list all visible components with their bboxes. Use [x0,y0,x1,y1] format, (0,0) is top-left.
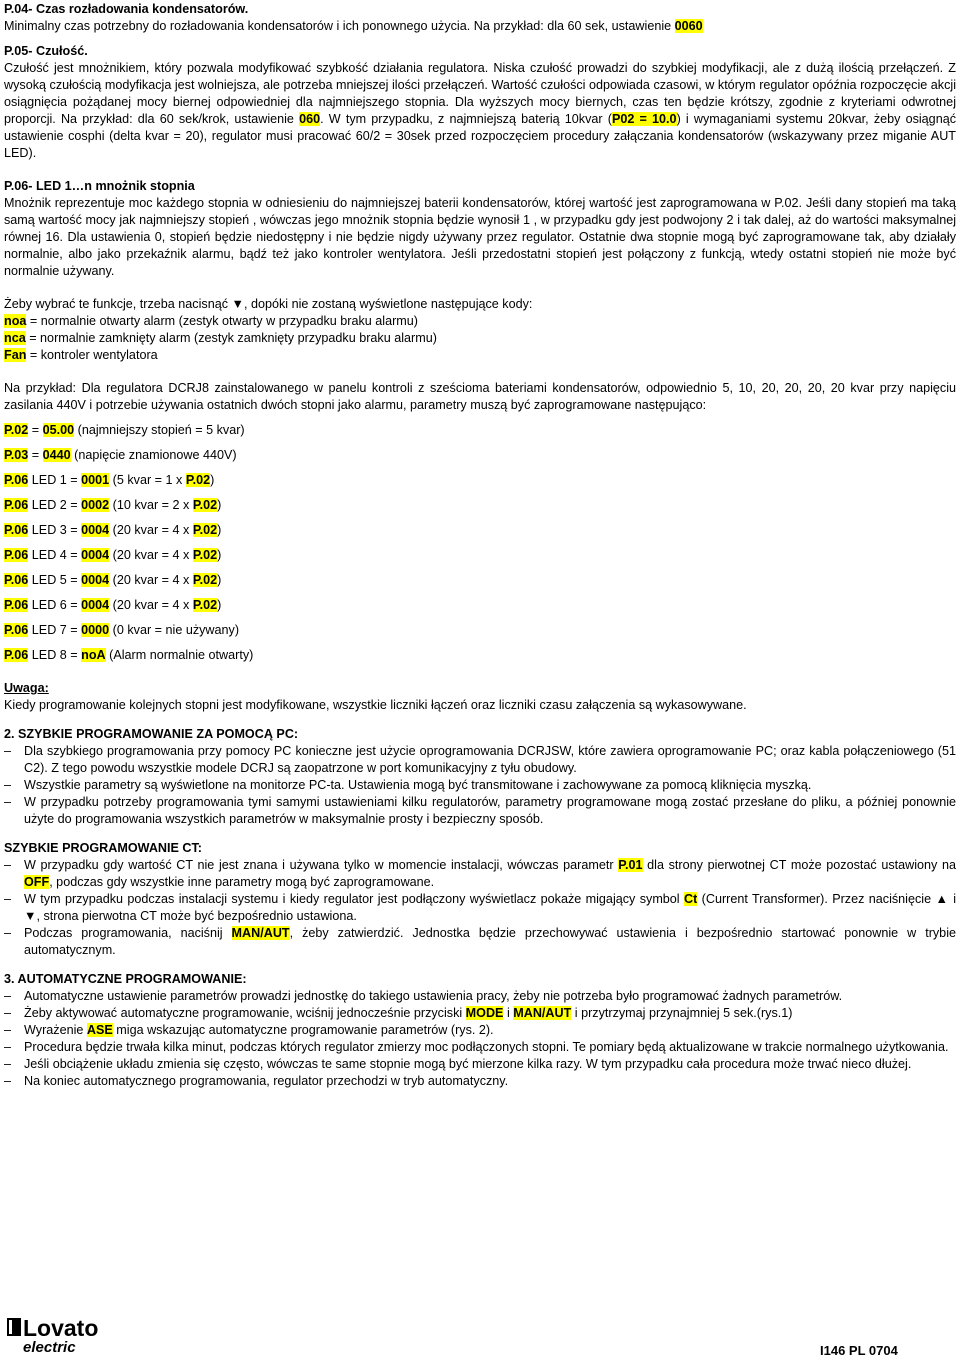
ct-i3-text-a: Podczas programowania, naciśnij [24,926,232,940]
document-reference: I146 PL 0704 [820,1343,898,1358]
list-item [4,1022,956,1039]
code-noa-desc: = normalnie otwarty alarm (zestyk otwarty w przypadku braku alarmu) [26,314,418,328]
s3-i3-text-b: miga wskazując automatyczne programowanie parametrów (rys. 2). [112,1023,494,1037]
param-code: P.03 [4,448,29,462]
note-text: Kiedy programowanie kolejnych stopni jest modyfikowane, wszystkie liczniki łączeń oraz liczniki czasu załączenia są wykasowywane. [4,698,747,712]
param-code: P.06 [4,548,29,562]
ct-p01: P.01 [618,858,643,872]
param-code: P.06 [4,648,29,662]
param-code: P.02 [4,423,29,437]
note-label: Uwaga: [4,681,49,695]
led-ref: P.02 [192,573,218,587]
code-noa: noa [4,314,27,328]
codes-intro: Żeby wybrać te funkcje, trzeba nacisnąć ▼, dopóki nie zostaną wyświetlone następujące kody: [4,297,533,311]
led-value: noA [81,648,106,662]
param-code: P.06 [4,498,29,512]
led-value: 0002 [81,498,110,512]
list-item [4,1005,956,1022]
led-note: (Alarm normalnie otwarty) [105,648,254,662]
section-3-title: 3. AUTOMATYCZNE PROGRAMOWANIE: [4,972,247,986]
ct-off: OFF [24,875,50,889]
code-fan-desc: = kontroler wentylatora [26,348,158,362]
param-code: P.06 [4,623,29,637]
led-note: (20 kvar = 4 x [109,573,193,587]
section-2-list [4,743,956,828]
param-line [4,447,956,464]
code-nca: nca [4,331,26,345]
list-item: – Automatyczne ustawienie parametrów prowadzi jednostkę do takiego ustawienia pracy, żeby nie potrzeba było programować żadnych parametrów. [4,988,956,1005]
code-item-noa [4,313,956,330]
led-note: (20 kvar = 4 x [109,548,193,562]
led-note: (5 kvar = 1 x [109,473,186,487]
led-note-end: ) [217,548,222,562]
ct-i1-text-c: , podczas gdy wszystkie inne parametry mogą być zaprogramowane. [49,875,435,889]
lovato-logo [7,1312,113,1354]
led-note: (20 kvar = 4 x [109,598,193,612]
list-item: – W przypadku potrzeby programowania tymi samymi ustawieniami kilku regulatorów, parametry programowane mogą zostać przesłane do pliku, a później ponownie użyte do programowania wszystkich parametrów w maksymalnie prosty i bezpieczny sposób. [4,794,956,828]
param-code: P.06 [4,473,29,487]
p05-text-1: Czułość jest mnożnikiem, który pozwala modyfikować szybkość działania regulatora. Niska czułość prowadzi do szybkiej modyfikacji, ale z dużą ilością przełączeń. Z wysoką czułością modyfikacja jest wolniejsza, ale potrzeba mniejszej ilości przełączeń. Wartość czułości odpowiada czasowi, w którym regulator opóźnia rozpoczęcie akcji osiągnięcia pożądanej mocy biernej odpowiedniej dla najmniejszego stopnia. Dla wyższych mocy biernych, czas ten będzie krótszy, zgodnie z kryteriami odwrotnej proporcji. Na przykład: dla 60 sek/krok, ustawienie [4,61,956,126]
led-label: LED 6 = [28,598,82,612]
led-note: (10 kvar = 2 x [109,498,193,512]
list-item: – Na koniec automatycznego programowania, regulator przechodzi w tryb automatyczny. [4,1073,956,1090]
s3-man-aut: MAN/AUT [513,1006,572,1020]
led-note-end: ) [217,523,222,537]
p05-title: P.05- Czułość. [4,44,88,58]
example-led-settings [4,472,956,664]
logo-wordmark: Lovato [23,1315,99,1341]
ct-man-aut: MAN/AUT [231,926,290,940]
example-params [4,422,956,464]
led-note-end: ) [217,498,222,512]
list-item: – Dla szybkiego programowania przy pomocy PC konieczne jest użycie oprogramowania DCRJSW, które zawiera oprogramowanie PC; oraz kabla połączeniowego (51 C2). Z tego powodu wszystkie modele DCRJ są zaopatrzone w port komunikacyjny z tyłu obudowy. [4,743,956,777]
led-label: LED 8 = [28,648,82,662]
ct-i3-text-b: , żeby zatwierdzić. Jednostka będzie przechowywać ustawienia i bezpośrednio startować ponownie w trybie automatycznym. [24,926,956,957]
led-setting-line [4,572,956,589]
param-note: (napięcie znamionowe 440V) [70,448,237,462]
code-nca-desc: = normalnie zamknięty alarm (zestyk zamknięty przypadku braku alarmu) [25,331,437,345]
list-item [4,857,956,891]
ct-i1-text-a: W przypadku gdy wartość CT nie jest znana i używana tylko w momencie instalacji, wówczas parametr [24,858,619,872]
led-note-end: ) [217,573,222,587]
list-item [4,925,956,959]
ct-title: SZYBKIE PROGRAMOWANIE CT: [4,841,203,855]
param-eq: = [28,448,43,462]
led-ref: P.02 [192,523,218,537]
led-setting-line [4,597,956,614]
s3-i2-text-b: i przytrzymaj przynajmniej 5 sek.(rys.1) [571,1006,793,1020]
param-value: 05.00 [42,423,75,437]
s3-mode: MODE [465,1006,504,1020]
param-line [4,422,956,439]
p05-description [4,60,956,162]
p04-title: P.04- Czas rozładowania kondensatorów. [4,2,249,16]
led-setting-line [4,472,956,489]
ct-list [4,857,956,959]
led-ref: P.02 [192,548,218,562]
led-value: 0000 [81,623,110,637]
led-label: LED 4 = [28,548,82,562]
param-code: P.06 [4,523,29,537]
param-note: (najmniejszy stopień = 5 kvar) [74,423,245,437]
led-note: (20 kvar = 4 x [109,523,193,537]
param-value: 0440 [42,448,71,462]
param-code: P.06 [4,598,29,612]
section-3-list [4,988,956,1090]
param-code: P.06 [4,573,29,587]
code-item-nca [4,330,956,347]
p05-value-1: 060 [299,112,321,126]
led-setting-line [4,647,956,664]
led-value: 0001 [81,473,110,487]
s3-i3-text-a: Wyrażenie [24,1023,87,1037]
led-setting-line [4,497,956,514]
led-setting-line [4,547,956,564]
example-text: Na przykład: Dla regulatora DCRJ8 zainstalowanego w panelu kontroli z sześcioma bateriami kondensatorów, odpowiednio 5, 10, 20, 20, 20, 20 kvar przy napięciu zasilania 440V i potrzebie używania ostatnich dwóch stopni jako alarmu, parametry muszą być zaprogramowane następująco: [4,381,956,412]
p05-text-2: . W tym przypadku, z najmniejszą baterią 10kvar ( [320,112,612,126]
ct-i2-text-b: (Current Transformer). Przez naciśnięcie ▲ i ▼, strona pierwotna CT może być bezpośrednio ustawiona. [24,892,956,923]
manual-page [4,1,956,1090]
p05-text-3: ) i wymaganiami systemu 20kvar, żeby osiągnąć ustawienie cosphi (delta kvar = 20), regulator musi pracować 60/2 = 30sek przed rozpoczęciem procedury załączania kondensatorów (wskazywany przez miganie AUT LED). [4,112,956,160]
ct-i1-text-b: dla strony pierwotnej CT może pozostać ustawiony na [642,858,956,872]
s3-ase: ASE [86,1023,113,1037]
code-fan: Fan [4,348,27,362]
led-label: LED 2 = [28,498,82,512]
led-value: 0004 [81,523,110,537]
ct-i2-text-a: W tym przypadku podczas instalacji systemu i kiedy regulator jest podłączony wyświetlacz pokaże migający symbol [24,892,684,906]
led-value: 0004 [81,548,110,562]
led-value: 0004 [81,573,110,587]
led-ref: P.02 [185,473,211,487]
logo-subtitle: electric [23,1339,76,1354]
p04-description [4,18,956,35]
p06-title: P.06- LED 1…n mnożnik stopnia [4,179,195,193]
section-2-title: 2. SZYBKIE PROGRAMOWANIE ZA POMOCĄ PC: [4,727,299,741]
param-eq: = [28,423,43,437]
led-value: 0004 [81,598,110,612]
led-label: LED 1 = [28,473,82,487]
led-setting-line [4,522,956,539]
list-item [4,891,956,925]
led-ref: P.02 [192,498,218,512]
ct-symbol: Ct [684,892,698,906]
led-setting-line [4,622,956,639]
led-label: LED 3 = [28,523,82,537]
led-label: LED 5 = [28,573,82,587]
p06-description: Mnożnik reprezentuje moc każdego stopnia w odniesieniu do najmniejszej baterii kondensatorów, której wartość jest zaprogramowana w P.02. Jeśli dany stopień ma taką samą wartość mocy jak najmniejszy stopień , wówczas jego mnożnik stopnia będzie wynosił 1 , w przypadku gdy jest podwojony 2 i tak dalej, aż do wartości maksymalnej równej 16. Dla ustawienia 0, stopień będzie niedostępny i nie będzie nigdy używany przez regulator. Ostatnie dwa stopnie mogą być zaprogramowane tak, aby działały normalnie, albo jako przekaźnik alarmu, bądź też jako kontroler wentylatora. Jeśli przedostatni stopień jest połączony z funkcją, wtedy ostatni stopień nie może być normalnie używany. [4,196,956,278]
led-note: (0 kvar = nie używany) [109,623,240,637]
list-item: – Jeśli obciążenie układu zmienia się często, wówczas te same stopnie mogą być mierzone kilka razy. W tym przypadku cała procedura może trwać nieco dłużej. [4,1056,956,1073]
led-ref: P.02 [192,598,218,612]
led-note-end: ) [210,473,215,487]
led-note-end: ) [217,598,222,612]
list-item: – Procedura będzie trwała kilka minut, podczas których regulator zmierzy moc podłączonych stopni. Te pomiary będą aktualizowane w trakcie normalnego użytkowania. [4,1039,956,1056]
led-label: LED 7 = [28,623,82,637]
p04-text: Minimalny czas potrzebny do rozładowania kondensatorów i ich ponownego użycia. Na przykład: dla 60 sek, ustawienie [4,19,675,33]
list-item: – Wszystkie parametry są wyświetlone na monitorze PC-ta. Ustawienia mogą być transmitowane i zachowywane za pomocą kliknięcia myszką. [4,777,956,794]
s3-i2-mid: i [503,1006,514,1020]
s3-i2-text-a: Żeby aktywować automatyczne programowanie, wciśnij jednocześnie przyciski [24,1006,466,1020]
p04-value: 0060 [674,19,703,33]
code-item-fan [4,347,956,364]
p05-value-2: P02 = 10.0 [611,112,677,126]
